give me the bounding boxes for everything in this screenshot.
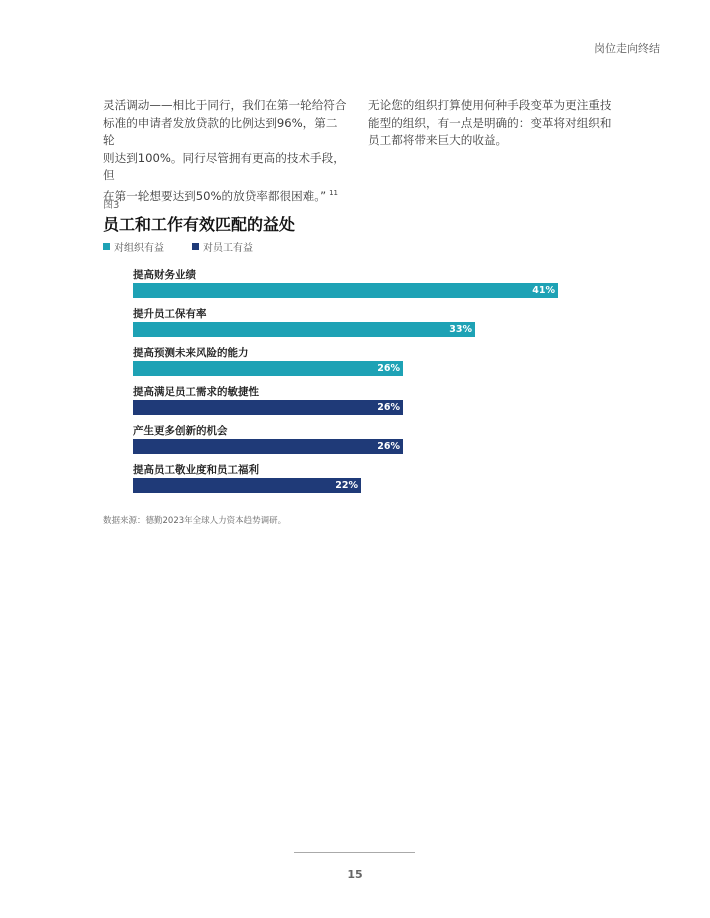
bar-value-label: 22% (335, 480, 358, 491)
bar-row (133, 424, 558, 463)
bar-row (133, 268, 558, 307)
bar-row (133, 346, 558, 385)
chart-legend (103, 239, 253, 254)
bar-row (133, 307, 558, 346)
text-line (103, 185, 348, 205)
bar-value-label: 26% (377, 402, 400, 413)
bar-category-label: 提高财务业绩 (133, 269, 196, 281)
legend-item-employee (192, 239, 253, 254)
bar (133, 361, 403, 376)
legend-label-employee: 对员工有益 (203, 243, 253, 254)
bar-row (133, 463, 558, 502)
bar-value-label: 26% (377, 441, 400, 452)
bar (133, 283, 558, 298)
bar (133, 478, 361, 493)
figure-title: 员工和工作有效匹配的益处 (103, 215, 296, 234)
legend-item-org (103, 239, 164, 254)
figure-label: 图3 (103, 200, 120, 211)
bar-category-label: 提高员工敬业度和员工福利 (133, 464, 259, 476)
source-note: 数据来源：德勤2023年全球人力资本趋势调研。 (103, 516, 287, 526)
text-line: 灵活调动——相比于同行，我们在第一轮给符合 (103, 98, 347, 112)
bar-category-label: 提升员工保有率 (133, 308, 207, 320)
bar (133, 439, 403, 454)
text-line: 无论您的组织打算使用何种手段变革为更注重技 (368, 98, 612, 112)
text-line: 标准的申请者发放贷款的比例达到96%，第二轮 (103, 115, 338, 147)
bar-row (133, 385, 558, 424)
bar-chart (133, 268, 558, 502)
bar (133, 400, 403, 415)
bar-value-label: 41% (532, 285, 555, 296)
bar-value-label: 33% (449, 324, 472, 335)
text-line: 员工都将带来巨大的收益。 (368, 133, 508, 147)
footer-divider (294, 852, 415, 853)
bar-value-label: 26% (377, 363, 400, 374)
header-title: 岗位走向终结 (594, 42, 660, 55)
legend-swatch-org (103, 243, 110, 250)
text-line-content: 在第一轮想要达到50%的放贷率都很困难。” (103, 188, 327, 203)
body-text-left (103, 97, 348, 205)
page-number: 15 (347, 868, 363, 881)
bar (133, 322, 475, 337)
legend-swatch-employee (192, 243, 199, 250)
legend-label-org: 对组织有益 (114, 243, 164, 254)
bar-category-label: 产生更多创新的机会 (133, 425, 228, 437)
bar-category-label: 提高预测未来风险的能力 (133, 347, 249, 359)
text-line: 能型的组织，有一点是明确的：变革将对组织和 (368, 115, 612, 130)
text-line: 则达到100%。同行尽管拥有更高的技术手段，但 (103, 150, 345, 182)
bar-category-label: 提高满足员工需求的敏捷性 (133, 386, 259, 398)
footnote-marker: 11 (329, 188, 338, 197)
body-text-right (368, 97, 618, 150)
